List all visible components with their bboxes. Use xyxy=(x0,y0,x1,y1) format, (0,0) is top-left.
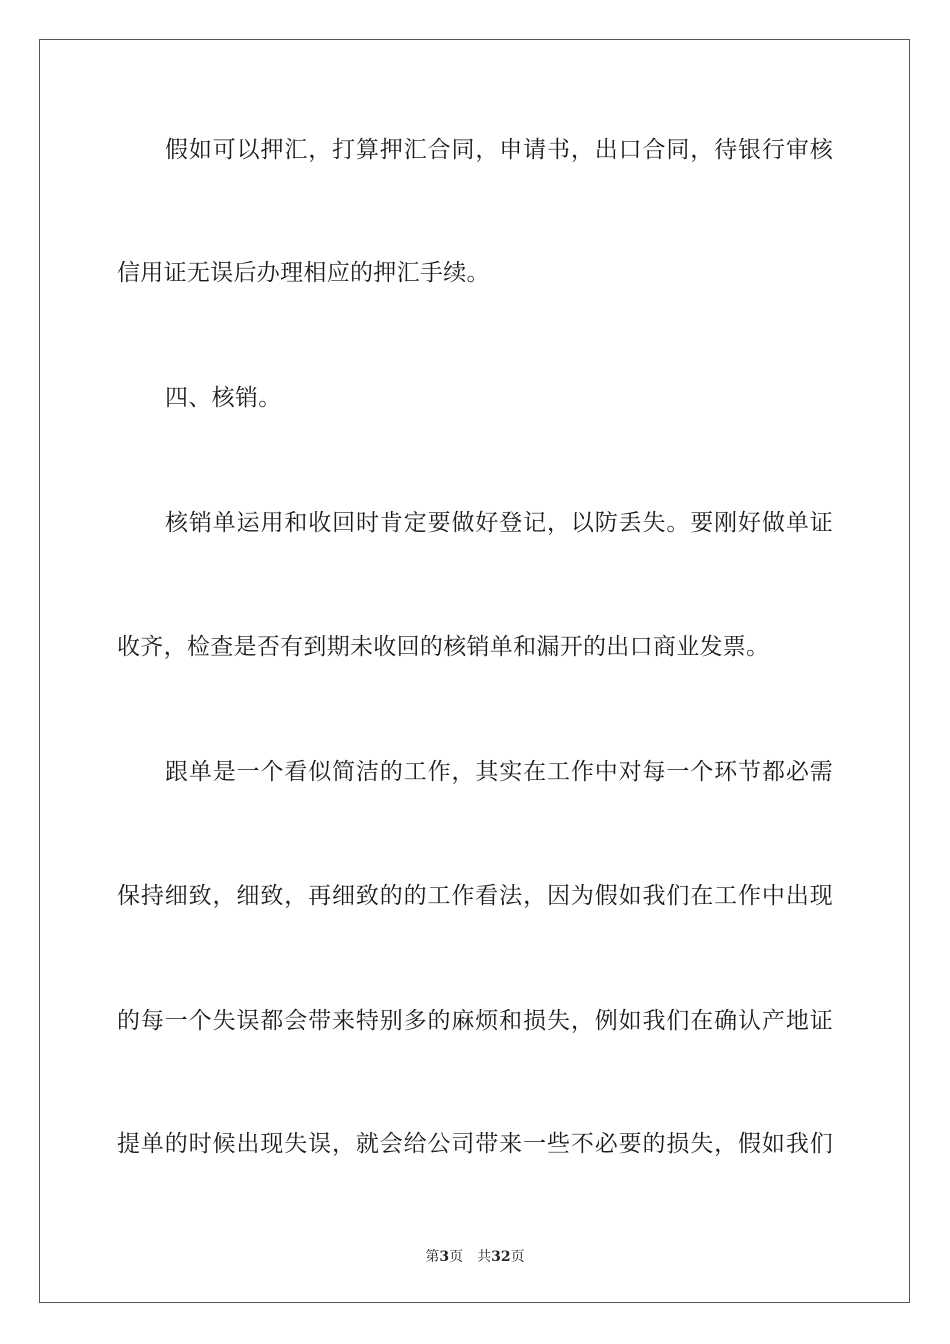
total-prefix: 共 xyxy=(477,1249,492,1265)
page-number: 3 xyxy=(439,1249,450,1265)
paragraph-line: 的每一个失误都会带来特别多的麻烦和损失，例如我们在确认产地证 xyxy=(117,1008,833,1034)
paragraph-line: 保持细致，细致，再细致的的工作看法，因为假如我们在工作中出现 xyxy=(117,883,833,909)
section-heading: 四、核销。 xyxy=(165,385,282,411)
page-footer xyxy=(0,1248,950,1266)
paragraph-line: 提单的时候出现失误，就会给公司带来一些不必要的损失，假如我们 xyxy=(117,1131,833,1157)
paragraph-line: 信用证无误后办理相应的押汇手续。 xyxy=(117,260,490,286)
total-suffix: 页 xyxy=(510,1249,525,1265)
paragraph-line: 核销单运用和收回时肯定要做好登记，以防丢失。要刚好做单证 xyxy=(165,510,833,536)
page-prefix: 第 xyxy=(425,1249,440,1265)
paragraph-line: 收齐，检查是否有到期未收回的核销单和漏开的出口商业发票。 xyxy=(117,634,770,660)
total-pages: 32 xyxy=(491,1249,511,1265)
page-suffix: 页 xyxy=(449,1249,464,1265)
paragraph-line: 跟单是一个看似简洁的工作，其实在工作中对每一个环节都必需 xyxy=(165,759,833,785)
paragraph-line: 假如可以押汇，打算押汇合同，申请书，出口合同，待银行审核 xyxy=(165,137,833,163)
page-border xyxy=(39,39,910,1303)
